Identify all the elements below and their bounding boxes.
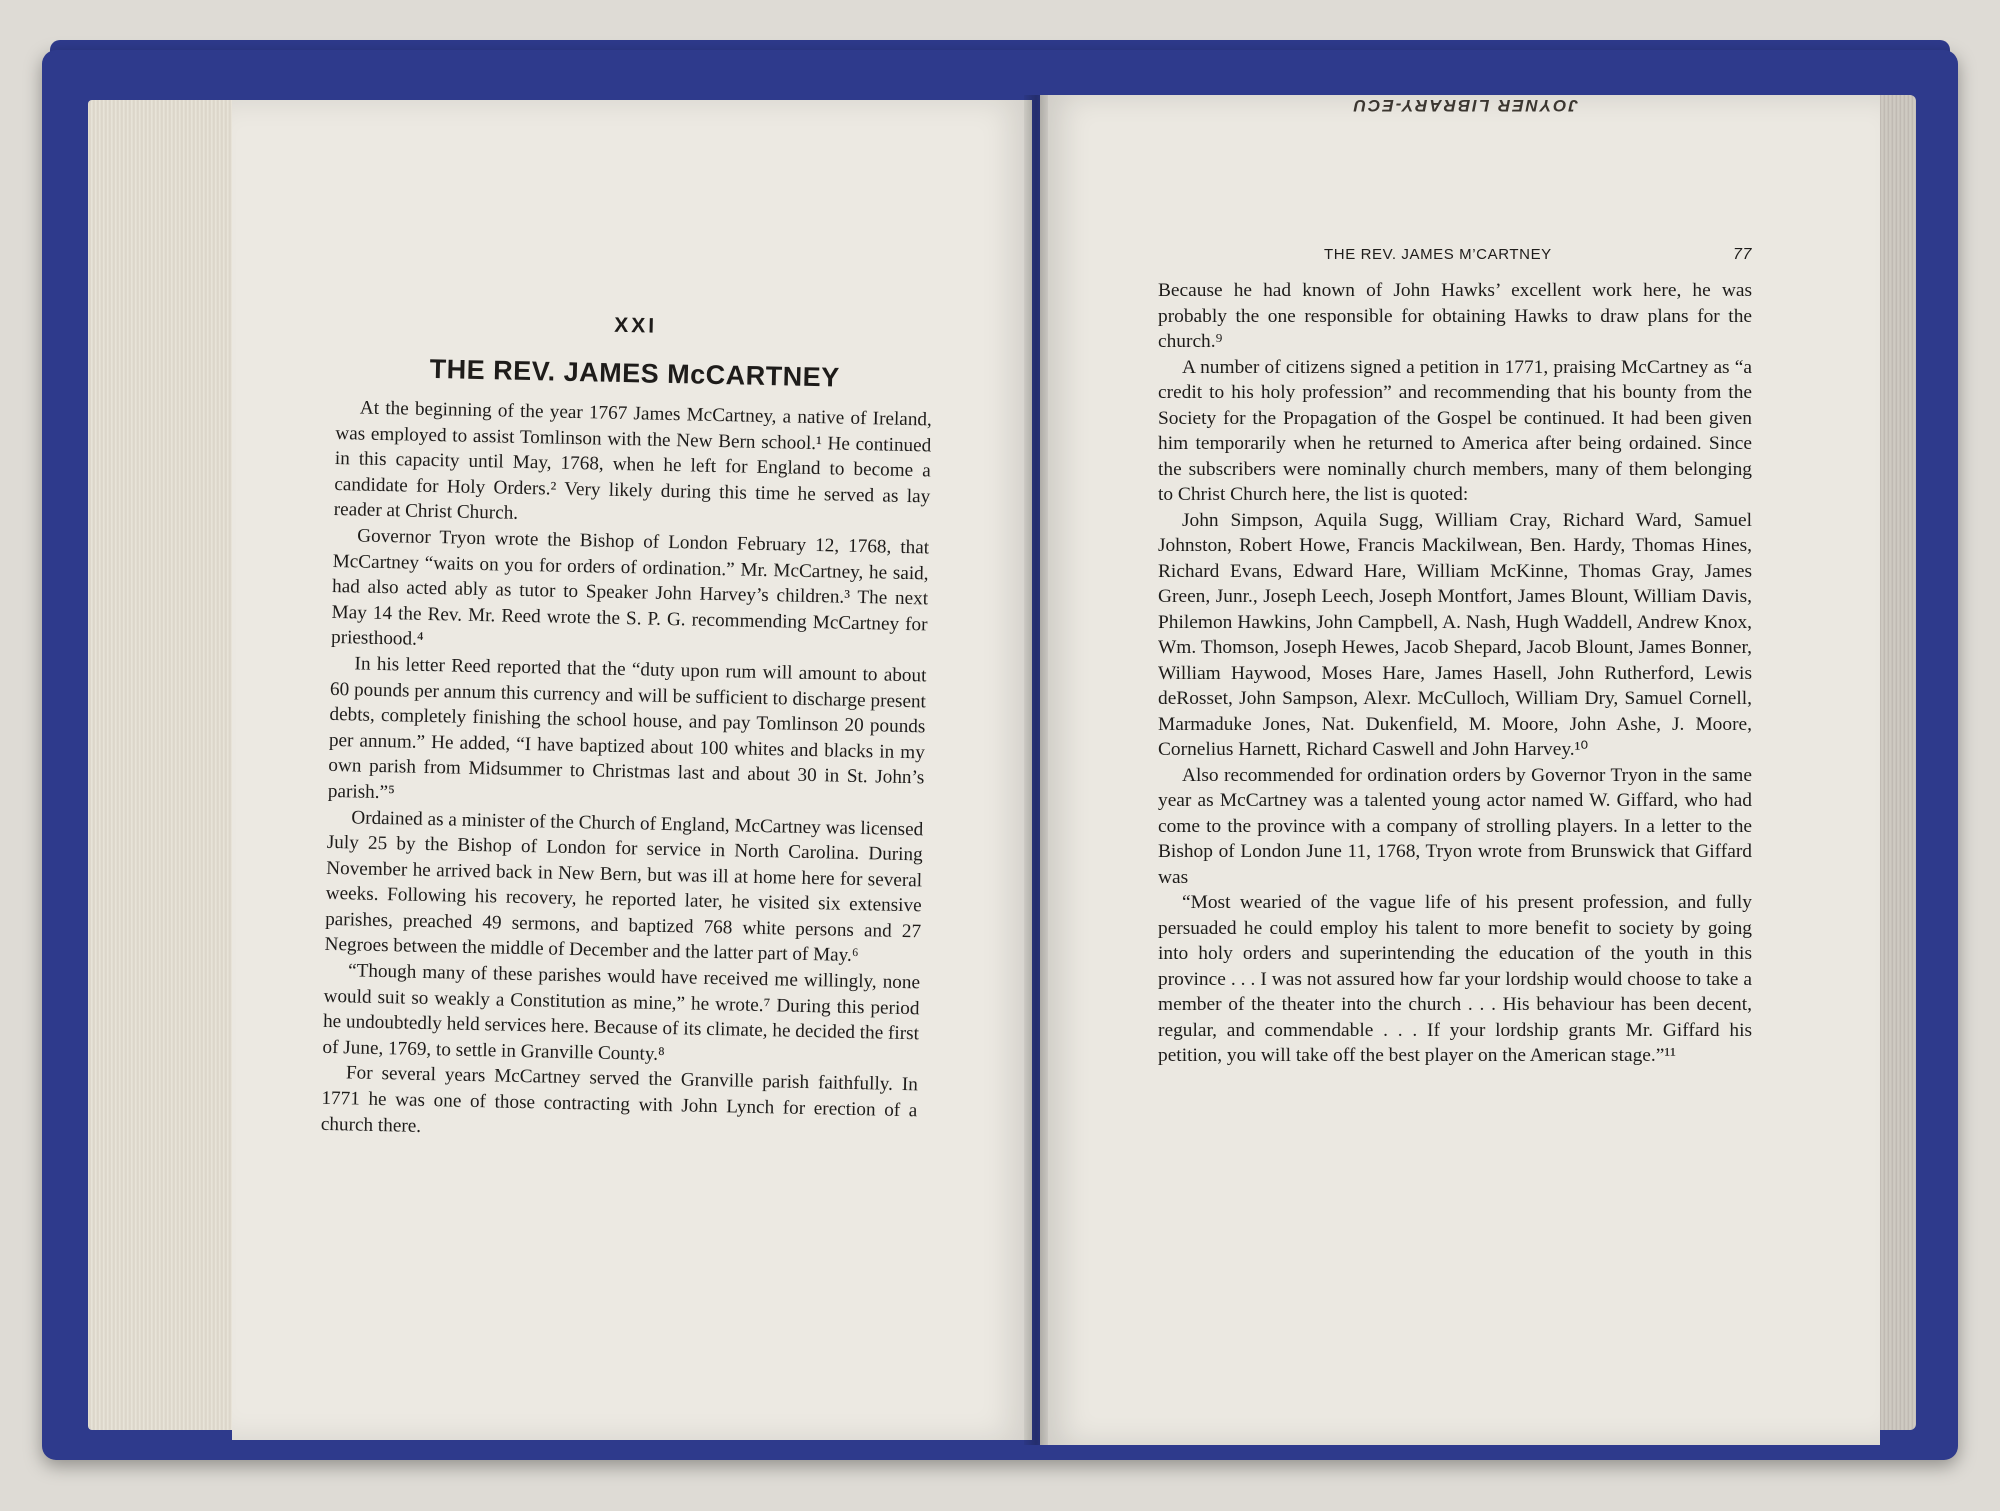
book-gutter bbox=[1024, 95, 1048, 1445]
right-page-text bbox=[1158, 246, 1752, 1069]
paragraph: Because he had known of John Hawks’ excellent work here, he was probably the one responsible for obtaining Hawks to draw plans for the church.⁹ bbox=[1158, 280, 1752, 352]
chapter-number: XXI bbox=[614, 313, 658, 338]
running-head bbox=[1158, 246, 1752, 264]
paragraph: A number of citizens signed a petition in 1771, praising McCartney as “a credit to his holy profession” and recommending that his bounty from the Society for the Propagation of the Gospel be continued. It had been given him temporarily when he returned to America after being ordained. Since the subscribers were nominally church members, many of them belonging to Christ Church here, the list is quoted: bbox=[1158, 356, 1752, 505]
paragraph: For several years McCartney served the Granville parish faithfully. In 1771 he was one of those contracting with John Lynch for erection of a church there. bbox=[320, 1062, 919, 1137]
paragraph: Governor Tryon wrote the Bishop of London February 12, 1768, that McCartney “waits on you for orders of ordination.” Mr. McCartney, he said, had also acted ably as tutor to Speaker John Harvey’s children.³ The next May 14 the Rev. Mr. Reed wrote the S. P. G. recommending McCartney for priesthood.⁴ bbox=[330, 525, 930, 651]
paragraph: In his letter Reed reported that the “duty upon rum will amount to about 60 pounds per annum this currency and will be sufficient to discharge present debts, completely finishing the school house, and pay Tomlinson 20 pounds per annum.” He added, “I have baptized about 100 whites and blacks in my own parish from Midsummer to Christmas last and about 30 in St. John’s parish.”⁵ bbox=[327, 653, 927, 804]
paragraph: “Most wearied of the vague life of his present profession, and fully persuaded he could employ his talent to more benefit to society by going into holy orders and superintending the education of the youth in this province . . . I was not assured how far your lordship would choose to take a member of the theater into the church . . . His behaviour has been decent, regular, and commendable . . . If your lordship grants Mr. Giffard his petition, you will take off the best player on the American stage.”¹¹ bbox=[1158, 892, 1752, 1066]
running-head-title: THE REV. JAMES M’CARTNEY bbox=[1324, 246, 1552, 263]
paragraph: John Simpson, Aquila Sugg, William Cray, Richard Ward, Samuel Johnston, Robert Howe, Francis Mackilwean, Ben. Hardy, Thomas Hines, Richard Evans, Edward Hare, William McKinne, Thomas Gray, James Green, Junr., Joseph Leech, Joseph Montfort, James Blount, William Davis, Philemon Hawkins, John Campbell, A. Nash, Hugh Waddell, Andrew Knox, Wm. Thomson, Joseph Hewes, Jacob Shepard, Jacob Blount, James Bonner, William Haywood, Moses Hare, James Hasell, John Rutherford, Lewis deRosset, John Sampson, Alexr. McCulloch, William Dry, Samuel Cornell, Marmaduke Jones, Nat. Dukenfield, M. Moore, John Ashe, J. Moore, Cornelius Harnett, Richard Caswell and John Harvey.¹⁰ bbox=[1158, 509, 1752, 760]
paragraph: “Though many of these parishes would have received me willingly, none would suit so weakly a Constitution as mine,” he wrote.⁷ During this period he undoubtedly held services here. Because of its climate, he decided the first of June, 1769, to settle in Granville County.⁸ bbox=[322, 960, 921, 1065]
left-page-edges bbox=[88, 100, 238, 1430]
library-stamp: JOYNER LIBRARY-ECU bbox=[1351, 96, 1578, 115]
page-number: 77 bbox=[1733, 246, 1752, 263]
paragraph: Also recommended for ordination orders by Governor Tryon in the same year as McCartney was a talented young actor named W. Giffard, who had come to the province with a company of strolling players. In a letter to the Bishop of London June 11, 1768, Tryon wrote from Brunswick that Giffard was bbox=[1158, 764, 1752, 888]
chapter-title: THE REV. JAMES McCARTNEY bbox=[429, 353, 841, 393]
paragraph: At the beginning of the year 1767 James McCartney, a native of Ireland, was employed to assist Tomlinson with the New Bern school.¹ He continued in this capacity until May, 1768, when he left for England to become a candidate for Holy Orders.² Very likely during this time he served as lay reader at Christ Church. bbox=[333, 397, 933, 525]
paragraph: Ordained as a minister of the Church of England, McCartney was licensed July 25 by the Bishop of London for service in North Carolina. During November he arrived back in New Bern, but was ill at home here for several weeks. Following his recovery, he reported later, he visited six extensive parishes, preached 49 sermons, and baptized 768 white persons and 27 Negroes between the middle of December and the latter part of May.⁶ bbox=[324, 806, 924, 967]
left-page-text bbox=[321, 308, 934, 1150]
